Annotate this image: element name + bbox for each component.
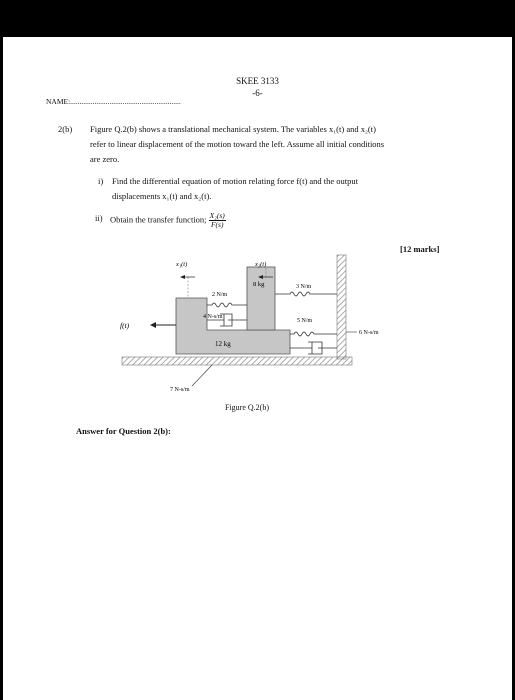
part-i-line-1: Find the differential equation of motion relating force f(t) and the output bbox=[112, 176, 359, 186]
name-dotted-line: ........................................................... bbox=[70, 97, 181, 106]
mass-12kg-label: 12 kg bbox=[215, 340, 231, 348]
question-line-2: refer to linear displacement of the motion toward the left. Assume all initial conditions bbox=[90, 139, 385, 149]
friction-7-label: 7 N-s/m bbox=[170, 387, 190, 393]
transfer-function bbox=[209, 212, 226, 229]
damper-6 bbox=[290, 342, 337, 354]
part-i-line-2: displacements x₁(t) and x₂(t). bbox=[112, 191, 212, 201]
figure-caption: Figure Q.2(b) bbox=[225, 403, 269, 412]
tf-denominator: F(s) bbox=[210, 220, 224, 229]
marks: [12 marks] bbox=[400, 244, 440, 254]
mass-8kg-label: 8 kg bbox=[253, 281, 265, 288]
spring-2-label: 2 N/m bbox=[212, 292, 228, 298]
x2-label: x₂(t) bbox=[255, 261, 267, 268]
course-code: SKEE 3133 bbox=[236, 76, 279, 86]
name-field bbox=[46, 96, 181, 108]
damper-4-label: 4 N-s/m bbox=[203, 314, 223, 320]
question-line-3: are zero. bbox=[90, 154, 120, 164]
question-number: 2(b) bbox=[58, 124, 73, 134]
spring-2 bbox=[207, 303, 247, 307]
top-black-bar bbox=[0, 0, 515, 37]
question-line-1: Figure Q.2(b) shows a translational mechanical system. The variables x₁(t) and x₂(t) bbox=[90, 124, 376, 134]
part-ii-statement: Obtain the transfer function; bbox=[110, 214, 207, 225]
spring-3-label: 3 N/m bbox=[296, 284, 312, 290]
ground bbox=[122, 357, 352, 365]
spring-5-label: 5 N/m bbox=[297, 318, 313, 324]
answer-label: Answer for Question 2(b): bbox=[76, 426, 171, 436]
part-i-label: i) bbox=[98, 176, 104, 186]
left-border bbox=[0, 37, 3, 700]
damper-6-label: 6 N-s/m bbox=[359, 330, 379, 336]
spring-3 bbox=[275, 292, 337, 296]
page-number: -6- bbox=[252, 88, 263, 98]
wall bbox=[337, 255, 346, 359]
part-ii-text bbox=[110, 212, 226, 229]
part-ii-label: ii) bbox=[95, 213, 103, 223]
x1-label: x₁(t) bbox=[176, 261, 188, 268]
force-label: f(t) bbox=[120, 321, 130, 330]
name-label: NAME: bbox=[46, 97, 71, 106]
spring-5 bbox=[290, 332, 337, 336]
tf-numerator: X₂(s) bbox=[209, 211, 225, 220]
mechanical-system-figure bbox=[100, 250, 420, 400]
